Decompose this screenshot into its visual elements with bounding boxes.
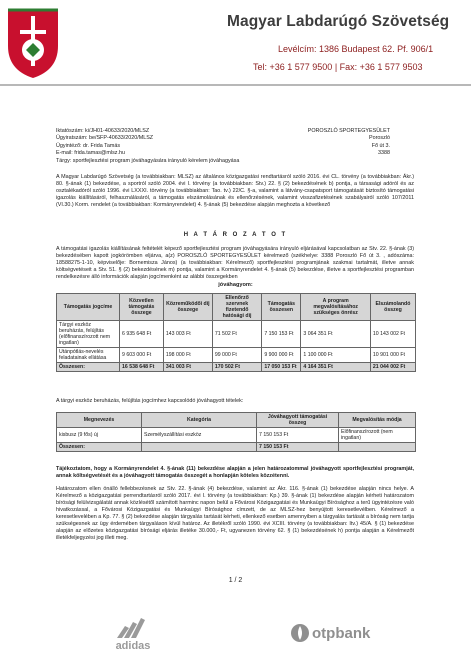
table-header-cell: Közreműködői díj összege [163, 294, 212, 321]
recipient-line: 3388 [378, 150, 390, 157]
table-row [57, 321, 416, 348]
table-header-row [57, 413, 416, 428]
table-cell: Összesen: [57, 363, 120, 372]
org-phone-fax: Tel: +36 1 577 9500 | Fax: +36 1 577 9503 [253, 62, 423, 72]
svg-text:otpbank: otpbank [312, 625, 371, 642]
table-header-cell: Ellenőrző szervnek fizetendő hatósági díj [212, 294, 261, 321]
table-cell: 99 000 Ft [212, 348, 261, 363]
reference-line: Ügyiratszám: be/SFP-40633/2020/MLSZ [56, 135, 154, 142]
recipient-line: Fő út 3. [371, 142, 390, 149]
table-cell: 10 143 002 Ft [370, 321, 415, 348]
intro-paragraph: A Magyar Labdarúgó Szövetség (a továbbiakban: MLSZ) az általános közigazgatási rendtartásról szóló 2016. évi CL. törvény (a továbbiakban: Ákr.) 80. §-ának (1) bekezdése, a sportról szóló 2004. évi I. törvény (a továbbiakban: Stv.) 22. § (2) bekezdésének b) pontja, a társasági adóról és az osztalékadóról szóló 1996. évi LXXXI. törvény (a továbbiakban: Tao. tv.) 22/C. §-a, valamint a látvány-csapatsport támogatását biztosító támogatási igazolás kiállításáról, felhasználásáról, a támogatás elszámolásának és ellenőrzésének, valamint visszafizetésének szabályairól szóló 107/2011 (VI.30.) Korm. rendelet (a továbbiakban: Kormányrendelet) 4. §-ának (5) bekezdése alapján meghozta a következő [56, 174, 414, 208]
table-total-row [57, 443, 416, 452]
table-cell: 7 150 153 Ft [257, 443, 339, 452]
table-cell: 7 150 153 Ft [257, 428, 339, 443]
reference-line: E-mail: frida.tamas@mlsz.hu [56, 150, 125, 157]
table-cell: 170 502 Ft [212, 363, 261, 372]
recipient-block [308, 128, 390, 158]
table-cell: Tárgyi eszköz beruházás, felújítás (előfinanszírozott nem ingatlan) [57, 321, 120, 348]
table-cell: 4 164 351 Ft [301, 363, 371, 372]
legal-remedy-paragraph: Határozatom ellen önálló fellebbezésnek az Stv. 22. §-ának (4) bekezdése, valamint az Ákr. 116. §-ának (1) bekezdése alapján nincs helye. A Kérelmező a közigazgatási perrendtartásról szóló 2017. évi I. törvény (a továbbiakban: Kp.) 39. §-ának (1) bekezdése alapján kérheti határozatom bírósági felülvizsgálatát annak közlésétől számított harminc napon belül a Fővárosi Közigazgatási és Munkaügyi Bírósághoz a terű ügyintézésre való hivatkozással, a Fővárosi Közigazgatási és Munkaügyi Bírósághoz címzett, de az MLSZ-hez benyújtott keresetlevélben. Kérelmező a keresetlevelében a Kp. 77. § (2) bekezdése alapján tárgyalás tartását kérheti, ellenkező esetben amennyiben a tárgyalás tartását a bíróság nem tartja szükségesnek az ügy érdemében tárgyaláson kívül határoz. Az illetékről szóló 1990. évi XCIII. törvény (a továbbiakban: Itv.) 45/A. § (1) bekezdése alapján az előzetes közigazgatási bírósági eljárás illetéke 30.000,- Ft, ugyanezen törvény 62. § (1) bekezdésének h) pontja alapján a Kérelmezőt illetékfeljegyzési jog illeti meg. [56, 486, 414, 541]
org-title: Magyar Labdarúgó Szövetség [227, 13, 450, 30]
otpbank-logo [289, 620, 375, 646]
reference-line: Iktatószám: ki/JH01-40633/2020/MLSZ [56, 128, 150, 134]
table-cell: 9 603 000 Ft [120, 348, 164, 363]
table-cell: 16 538 648 Ft [120, 363, 164, 372]
table-cell: Utánpótlás-nevelés feladatainak ellátása [57, 348, 120, 363]
recipient-line: Poroszló [369, 135, 390, 142]
table-cell: Összesen: [57, 443, 142, 452]
table-header-cell: Kategória [142, 413, 257, 428]
table-header-row [57, 294, 416, 321]
table-header-cell: Támogatás jogcíme [57, 294, 120, 321]
table-cell: Személyszállítási eszköz [142, 428, 257, 443]
table-row [57, 348, 416, 363]
table-header-cell: Támogatás összesen [262, 294, 301, 321]
table-row [57, 428, 416, 443]
reference-line: Tárgy: sportfejlesztési program jóváhagyására irányuló kérelem jóváhagyása [56, 157, 240, 164]
table-header-cell: Közvetlen támogatás összege [120, 294, 164, 321]
table-cell: 143 003 Ft [163, 321, 212, 348]
table-cell: 1 100 000 Ft [301, 348, 371, 363]
table-header-cell: Megnevezés [57, 413, 142, 428]
table-cell: 71 502 Ft [212, 321, 261, 348]
org-address: Levélcím: 1386 Budapest 62. Pf. 906/1 [278, 44, 434, 54]
table-cell: 9 900 000 Ft [262, 348, 301, 363]
reference-block [56, 128, 239, 165]
table-header-cell: Megvalósítás módja [339, 413, 416, 428]
table-cell: 21 044 002 Ft [370, 363, 415, 372]
table-cell [142, 443, 257, 452]
table-cell: 10 901 000 Ft [370, 348, 415, 363]
table-cell: 198 000 Ft [163, 348, 212, 363]
table-cell: 3 064 351 Ft [301, 321, 371, 348]
table-cell [339, 443, 416, 452]
reference-line: Ügyintéző: dr. Frida Tamás [56, 142, 121, 149]
table-cell: 341 003 Ft [163, 363, 212, 372]
approved-label: jóváhagyom: [218, 282, 253, 288]
table-cell: 7 150 153 Ft [262, 321, 301, 348]
table-header-cell: A program megvalósításához szükséges önrész [301, 294, 371, 321]
mlsz-crest-logo [4, 6, 62, 80]
publication-notice: Tájékoztatom, hogy a Kormányrendelet 4. §-ának (11) bekezdése alapján a jelen határozatommal jóváhagyott sportfejlesztési programját, annak költségvetését és a jóváhagyott támogatás összegét a honlapján köteles közzétenni. [56, 466, 414, 479]
items-table [56, 412, 416, 452]
table-header-cell: Elszámolandó összeg [370, 294, 415, 321]
table-total-row [57, 363, 416, 372]
table-cell: kisbusz (9 fős) új [57, 428, 142, 443]
adidas-logo [103, 616, 163, 652]
table-header-cell: Jóváhagyott támogatási összeg [257, 413, 339, 428]
table-cell: 6 935 648 Ft [120, 321, 164, 348]
items-label: A tárgyi eszköz beruházás, felújítás jogcímhez kapcsolódó jóváhagyott tételek: [56, 398, 244, 404]
recipient-line: POROSZLÓ SPORTEGYESÜLET [307, 128, 390, 134]
table-cell: Előfinanszírozott (nem ingatlan) [339, 428, 416, 443]
svg-text:adidas: adidas [115, 640, 151, 652]
decision-paragraph: A támogatási igazolás kiállításának feltételét képező sportfejlesztési program jóváhagyására irányuló eljárásával kapcsolatban az Stv. 22. §-ának (3) bekezdésében kapott jogkörömben eljárva, a(z) POROSZLÓ SPORTEGYESÜLET kérelmező (székhelye: 3388 Poroszló Fő út 3. , adószáma: 18588275-1-10, képviselője: Bornemisza János) (a továbbiakban: Kérelmező) sportfejlesztési programjának szakmai tartalmát, illetve annak költségvetéseit a Stv. 51. § (2) bekezdésének m) pontja, valamint a Kormányrendelet 4. §-ának (5) bekezdése, illetve a sportfejlesztési programban rendelkezésre álló információk alapján jogcímenként az alábbi összegekben [56, 246, 414, 280]
table-cell: 17 050 153 Ft [262, 363, 301, 372]
support-table [56, 293, 416, 372]
resolution-heading: H A T Á R O Z A T O T [183, 232, 288, 238]
header-divider [0, 84, 471, 86]
page-number: 1 / 2 [228, 577, 243, 584]
